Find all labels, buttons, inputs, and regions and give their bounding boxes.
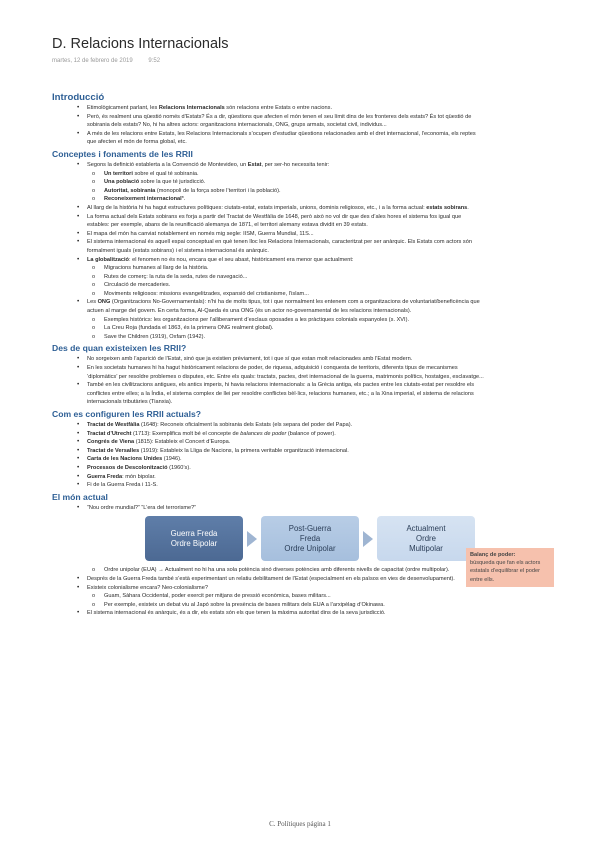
configure-list xyxy=(52,421,484,490)
sub-list xyxy=(87,592,484,609)
list-item: • Guerra Freda: món bipolar. xyxy=(52,473,484,482)
list-item: • Tractat d’Utrecht (1713): Exemplifica molt bé el concepte de balances de poder (balance of power). xyxy=(52,430,484,439)
list-item: • La forma actual dels Estats sobirans es forja a partir del Tractat de Westfàlia de 1648, però això no vol dir que des d’ales hores el sistema fos igual que estables: per exemple, abans de la reunificació alemanya de 1871, el territori alemany estava dividit en 39 estats. xyxy=(52,213,484,230)
sub-item: o Exemples històrics: les organitzacions per l’alliberament d’esclaus oposades a les pràctiques colonials espanyoles (s. XVI). xyxy=(87,316,484,325)
heading-des-de-quan: Des de quan existeixen les RRII? xyxy=(52,343,187,354)
heading-conceptes: Conceptes i fonaments de les RRII xyxy=(52,148,193,159)
list-item: • Processos de Descolonització (1960’s). xyxy=(52,464,484,473)
list-item: • El sistema internacional és anàrquic, és a dir, els estats són els que tenen la màxima autoritat dins de la seva jurisdicció. xyxy=(52,609,484,618)
diagram-box-post-guerra-freda: Post-Guerra Freda Ordre Unipolar xyxy=(261,516,359,561)
diagram-box-guerra-freda: Guerra Freda Ordre Bipolar xyxy=(145,516,243,561)
order-diagram xyxy=(145,516,484,561)
list-item: • No sorgeixen amb l’aparició de l’Estat, sinó que ja existien prèviament, tot i que sí que estan molt relacionades amb l’Estat modern. xyxy=(52,355,484,364)
date-text: martes, 12 de febrero de 2019 xyxy=(52,58,133,64)
sub-item: o Rutes de comerç: la ruta de la seda, rutes de navegació... xyxy=(87,273,484,282)
sub-item: o Autoritat, sobirania (monopoli de la força sobre l’territori i la població). xyxy=(87,187,484,196)
heading-com-es-configuren: Com es configuren les RRII actuals? xyxy=(52,409,201,419)
list-item: • La globalització: el fenomen no és nou, encara que el seu abast, històricament era menor que actualment: o Migracions humanes al llarg de la història. o Rutes de comerç: la ruta de la seda, rutes de navegació... o Circulació de mercaderies. o Moviments religiosos: missions evangelitzades, expansió del cristianisme, l’islam... xyxy=(52,256,484,299)
side-note xyxy=(466,548,554,587)
heading-introduccio: Introducció xyxy=(52,92,105,103)
sub-list xyxy=(87,566,484,575)
sub-list xyxy=(87,264,484,298)
intro-list xyxy=(52,104,484,147)
list-item: • Però, és realment una qüestió només d’Estats? És a dir, qüestions que afecten el món tenen el seu límit dins de les fronteres dels estats? És tot qüestió de sobirania dels estats? No, hi ha altres actors: organitzacions internacionals, ONG, grups armats, societat civil, individus... xyxy=(52,113,484,130)
list-item: • Al llarg de la història hi ha hagut estructures polítiques: ciutats-estat, estats imperials, unions, dominis religiosos, etc., i a la forma actual: estats sobirans. xyxy=(52,204,484,213)
sub-item: o Guam, Sàhara Occidental, poder exercit per mitjans de pressió econòmica, bases militars... xyxy=(87,592,484,601)
list-item: • Existeix colonialisme encara? Neo-colonialisme? o Guam, Sàhara Occidental, poder exercit per mitjans de pressió econòmica, bases militars... o Per exemple, existeix un debat viu al Japó sobre la presència de bases militars dels EUA a l’arxipèlag d’Okinawa. xyxy=(52,584,484,610)
since-list xyxy=(52,355,484,407)
page-title: D. Relacions Internacionals xyxy=(52,36,229,52)
world-list xyxy=(52,504,484,618)
list-item: • Després de la Guerra Freda també s’està experimentant un relatiu debilitament de l’Estat (especialment en els països en vies de desenvolupament). xyxy=(52,575,484,584)
side-note-text: búsqueda que fan els actors estatals d’equilibrar el poder entre ells. xyxy=(470,560,541,583)
sub-item: o Reconeixement internacional*. xyxy=(87,195,484,204)
list-item: • Etimològicament parlant, les Relacions Internacionals són relacions entre Estats o entre nacions. xyxy=(52,104,484,113)
sub-list xyxy=(87,170,484,204)
list-item: • Tractat de Westfàlia (1648): Reconeix oficialment la sobirania dels Estats (els separa del poder del Papa). xyxy=(52,421,484,430)
sub-item: o Una població sobre la que té jurisdicció. xyxy=(87,178,484,187)
sub-item: o Moviments religiosos: missions evangelitzades, expansió del cristianisme, l’islam... xyxy=(87,290,484,299)
list-item: • El mapa del món ha canviat notablement en només mig segle: IISM, Guerra Mundial, 11S... xyxy=(52,230,484,239)
heading-el-mon-actual: El món actual xyxy=(52,491,108,502)
sub-item: o Ordre unipolar (EUA) → Actualment no hi ha una sola potència sinó diverses potències amb diferents nivells de capacitat (ordre multipolar). xyxy=(87,566,484,575)
sub-item: o La Creu Roja (fundada el 1863, és la primera ONG realment global). xyxy=(87,324,484,333)
sub-item: o Save the Children (1919), Oxfam (1942). xyxy=(87,333,484,342)
list-item: • Les ONG (Organitzacions No-Governamentals): n’hi ha de molts tipus, tot i que normalment les entenem com a organitzacions de voluntariat/beneficència que actuen al marge del govern. En certa forma, Al-Qaeda és una ONG (és un actor no-governamental de les relacions internacionals). o Exemples històrics: les organitzacions per l’alliberament d’esclaus oposades a les pràctiques colonials espanyoles (s. XVI). o La Creu Roja (fundada el 1863, és la primera ONG realment global). o Save the Children (1919), Oxfam (1942). xyxy=(52,298,484,341)
arrow-right-icon xyxy=(247,531,257,547)
list-item: • En les societats humanes hi ha hagut històricament relacions de poder, de riquesa, adquisició i conquesta de territoris, diferents tipus de mecanismes ‘diplomàtics’ per resoldre problemes o disputes, etc. Entre els quals: tractats, pactes, dret internacional de la guerra, matrimonis polítics, hostatges, esclavatge... xyxy=(52,364,484,381)
list-item: • El sistema internacional és aquell espai conceptual en què tenen lloc les Relacions Internacionals, caracteritzat per ser anàrquic. Els Estats com actors són formalment iguals (estats sobirans) i el sistema internacional és anàrquic. xyxy=(52,238,484,255)
sub-item: o Circulació de mercaderies. xyxy=(87,281,484,290)
side-note-title: Balanç de poder: xyxy=(470,552,516,558)
diagram-box-actualment: Actualment Ordre Multipolar xyxy=(377,516,475,561)
list-item: • També en les civilitzacions antigues, els antics imperis, hi havia relacions internacionals: a la Grècia antiga, els pactes entre les ciutats-estat per resoldre els conflictes entre elles; a la Índia, el sistema complex de llei per resoldre conflictes bèl·lics, relacions humanes, etc.; a la Xina imperial, el sistema de relacions internacionals tributàries (Tianxia). xyxy=(52,381,484,407)
arrow-right-icon xyxy=(363,531,373,547)
time-text: 9:52 xyxy=(148,58,161,64)
list-item: • Tractat de Versalles (1919): Estableix la Lliga de Nacions, la primera veritable organització internacional. xyxy=(52,447,484,456)
sub-item: o Un territori sobre el qual té sobirania. xyxy=(87,170,484,179)
list-item: • Carta de les Nacions Unides (1946). xyxy=(52,455,484,464)
sub-item: o Migracions humanes al llarg de la història. xyxy=(87,264,484,273)
list-item: • “Nou ordre mundial?” “L’era del terrorisme?” Guerra Freda Ordre Bipolar Post-Guerra Freda Ordre Unipolar Actualment Ordre Multipolar o Ordre unipolar (EUA) → Actualment no hi ha una sola potència sinó diverses potències amb diferents nivells de capacitat (ordre multipolar). xyxy=(52,504,484,575)
concepts-list xyxy=(52,161,484,341)
page-content xyxy=(52,90,484,618)
list-item: • Fi de la Guerra Freda i 11-S. xyxy=(52,481,484,490)
list-item: • A més de les relacions entre Estats, les Relacions Internacionals s’ocupen d’estudiar qüestions relacionades amb el dret internacional, l’economia, els reptes que afecten el món de forma global, etc. xyxy=(52,130,484,147)
sub-list xyxy=(87,316,484,342)
page-footer: C. Polítiques página 1 xyxy=(269,820,331,828)
list-item: • Congrés de Viena (1815): Estableix el Concert d’Europa. xyxy=(52,438,484,447)
sub-item: o Per exemple, existeix un debat viu al Japó sobre la presència de bases militars dels EUA a l’arxipèlag d’Okinawa. xyxy=(87,601,484,610)
page-date xyxy=(52,58,174,64)
list-item: • Segons la definició establerta a la Convenció de Montevideo, un Estat, per ser-ho necessita tenir: o Un territori sobre el qual té sobirania. o Una població sobre la que té jurisdicció. o Autoritat, sobirania (monopoli de la força sobre l’territori i la població). o Reconeixement internacional*. xyxy=(52,161,484,204)
